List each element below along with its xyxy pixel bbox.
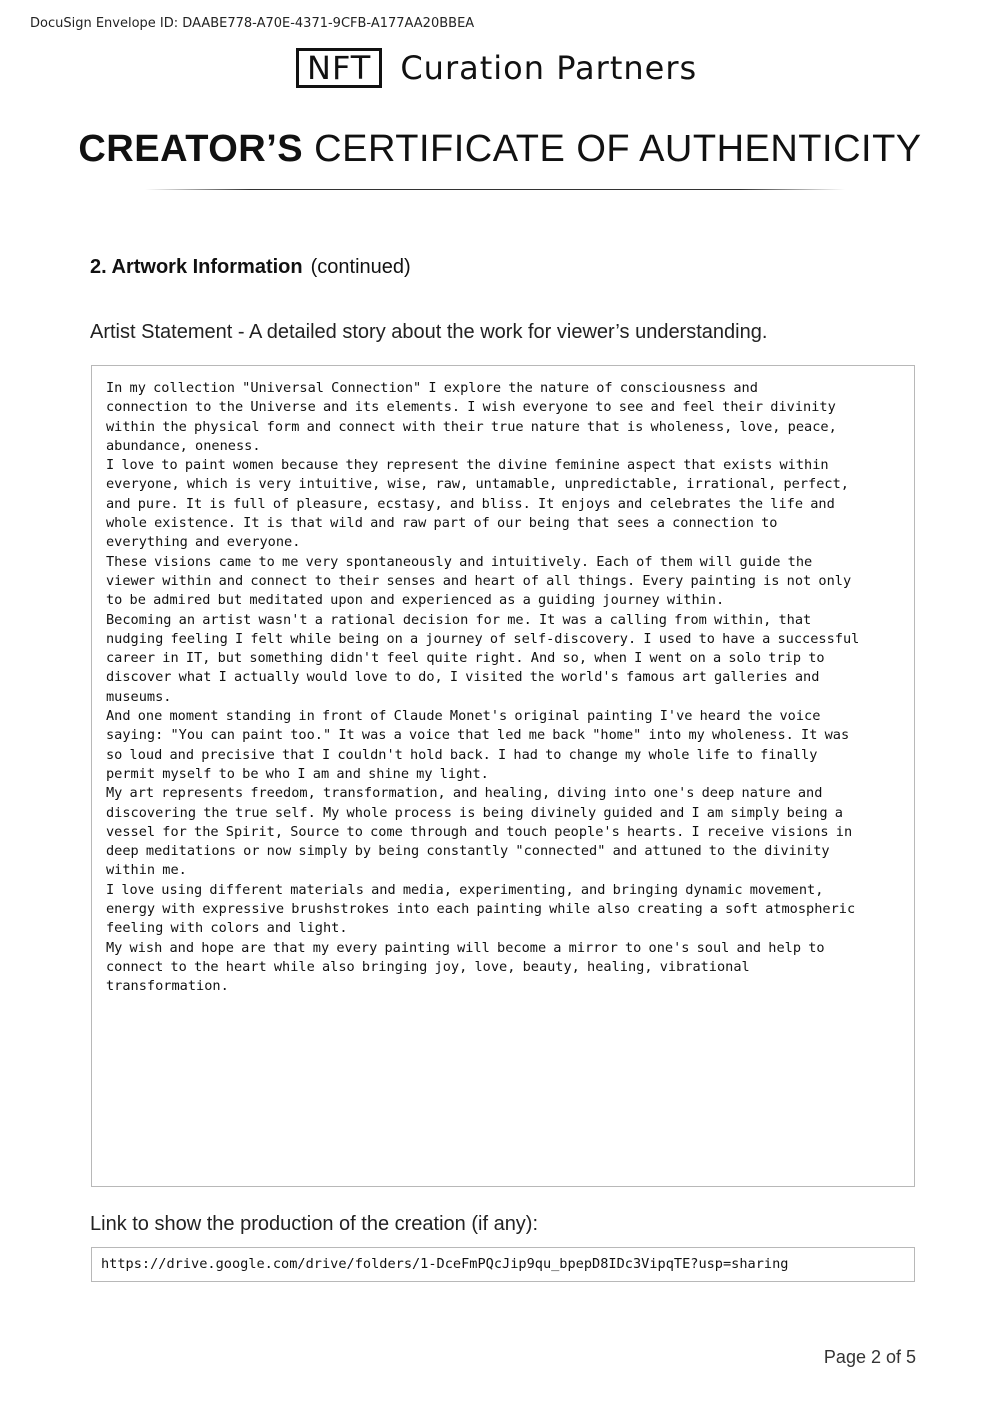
nft-curation-partners-logo xyxy=(296,48,697,88)
section-title: 2. Artwork Information xyxy=(90,256,303,278)
docusign-envelope-id: DocuSign Envelope ID: DAABE778-A70E-4371-9CFB-A177AA20BBEA xyxy=(30,16,475,31)
artist-statement-text: In my collection "Universal Connection" I explore the nature of consciousness and connection to the Universe and its elements. I wish everyone to see and feel their divinity within the physical form and connect with their true nature that is wholeness, love, peace, abundance, oneness. I love to paint women because they represent the divine feminine aspect that exists within everyone, which is very intuitive, wise, raw, untamable, unpredictable, irrational, perfect, and pure. It is full of pleasure, ecstasy, and bliss. It enjoys and celebrates the life and whole existence. It is that wild and raw part of our being that sees a connection to everything and everyone. These visions came to me very spontaneously and intuitively. Each of them will guide the viewer within and connect to their senses and heart of all things. Every painting is not only to be admired but meditated upon and experienced as a guiding journey within. Becoming an artist wasn't a rational decision for me. It was a calling from within, that nudging feeling I felt while being on a journey of self-discovery. I used to have a successful career in IT, but something didn't feel quite right. And so, when I went on a solo trip to discover what I actually would love to do, I visited the world's famous art galleries and museums. And one moment standing in front of Claude Monet's original painting I've heard the voice saying: "You can paint too." It was a voice that led me back "home" into my wholeness. It was so loud and precisive that I couldn't hold back. I had to change my whole life to finally permit myself to be who I am and shine my light. My art represents freedom, transformation, and healing, diving into one's deep nature and discovering the true self. My whole process is being divinely guided and I am simply being a vessel for the Spirit, Source to come through and touch people's hearts. I receive visions in deep meditations or now simply by being constantly "connected" and attuned to the divinity within me. I love using different materials and media, experimenting, and bringing dynamic movement, energy with expressive brushstrokes into each painting while also creating a soft atmospheric feeling with colors and light. My wish and hope are that my every painting will become a mirror to one's soul and help to connect to the heart while also bringing joy, love, beauty, healing, vibrational transformation. xyxy=(106,380,860,995)
section-continued-note: (continued) xyxy=(310,256,411,278)
certificate-title xyxy=(0,128,1000,171)
logo-nft-box: NFT xyxy=(296,48,382,88)
section-heading xyxy=(90,256,411,279)
production-link-label: Link to show the production of the creation (if any): xyxy=(90,1213,539,1235)
production-link-field[interactable]: https://drive.google.com/drive/folders/1-DceFmPQcJip9qu_bpepD8IDc3VipqTE?usp=sharing xyxy=(91,1247,915,1282)
artist-statement-field[interactable] xyxy=(91,365,915,1187)
title-bold-part: CREATOR’S xyxy=(78,128,304,170)
logo-brand-text: Curation Partners xyxy=(400,49,698,87)
title-divider xyxy=(145,189,845,190)
title-rest: CERTIFICATE OF AUTHENTICITY xyxy=(303,128,922,170)
page-number: Page 2 of 5 xyxy=(823,1347,916,1367)
artist-statement-label: Artist Statement - A detailed story about the work for viewer’s understanding. xyxy=(90,321,768,343)
